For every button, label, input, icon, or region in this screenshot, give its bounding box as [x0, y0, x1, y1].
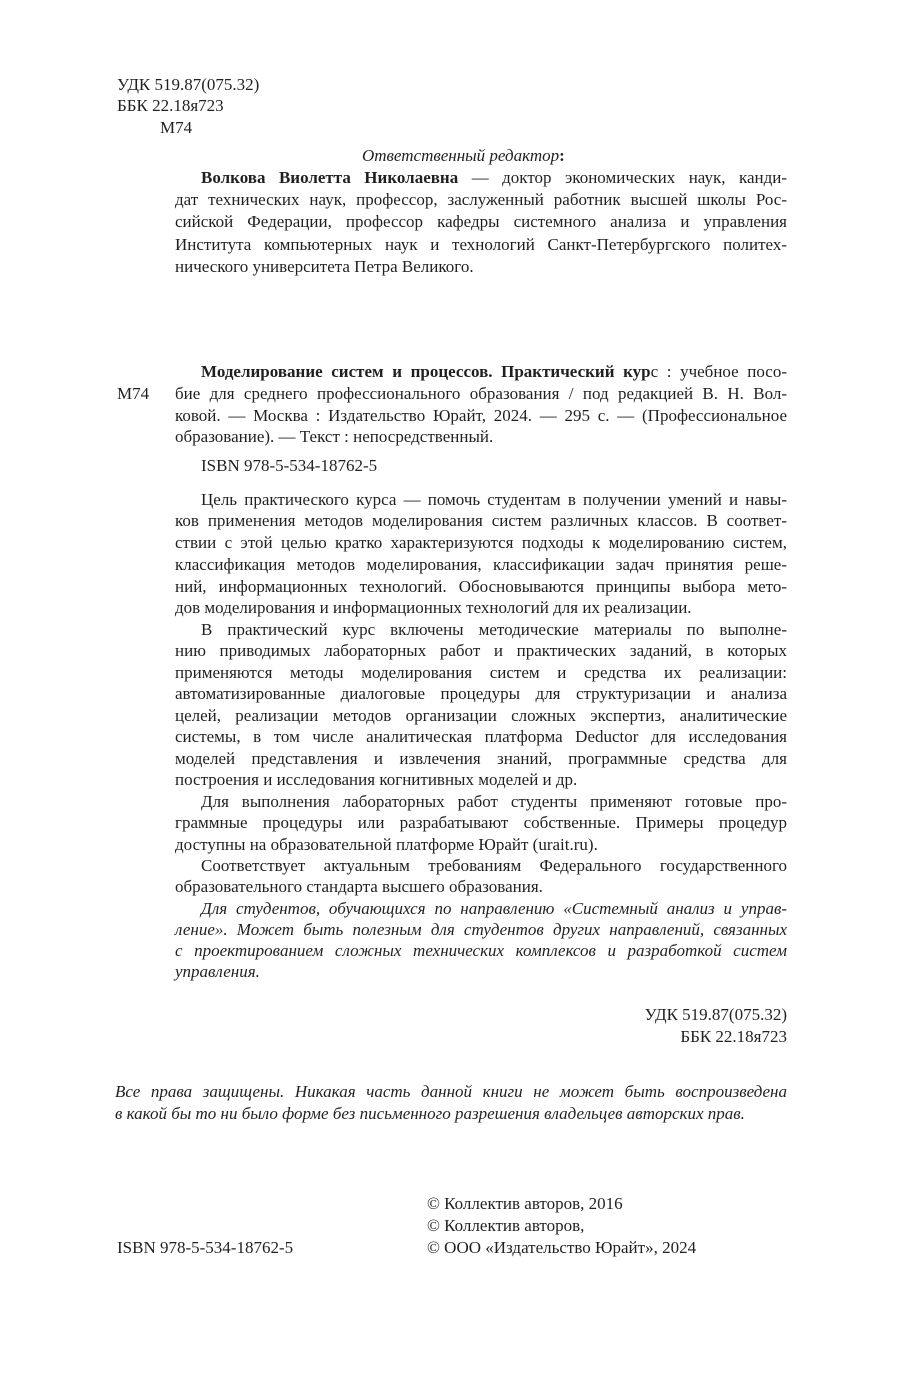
editor-line: дат технических наук, профессор, заслуженный работник высшей школы Рос- [175, 190, 787, 209]
citation-line: образование). — Текст : непосредственный. [175, 427, 494, 446]
copyright-line: © Коллектив авторов, [427, 1216, 585, 1235]
editor-title-text: Ответственный редактор [362, 146, 560, 165]
abstract-line: дов моделирования и информационных технологий для их реализации. [175, 598, 692, 617]
abstract-line: граммные процедуры или разрабатывают собственные. Примеры процедур [175, 813, 787, 832]
author-mark: М74 [160, 118, 193, 137]
abstract-line: ков применения методов моделирования систем различных классов. В соответ- [175, 511, 787, 530]
abstract-line: целей, реализации методов организации сложных экспертиз, аналитические [175, 706, 787, 725]
abstract-line: классификация методов моделирования, классификации задач принятия реше- [175, 555, 787, 574]
abstract-line: Для выполнения лабораторных работ студенты применяют готовые про- [201, 792, 787, 811]
abstract-line: ление». Может быть полезным для студентов других направлений, связанных [175, 920, 787, 939]
abstract-line: автоматизированные диалоговые процедуры для структуризации и анализа [175, 684, 787, 703]
copyright-line: © Коллектив авторов, 2016 [427, 1194, 623, 1213]
citation-line [201, 362, 787, 382]
citation-line: бие для среднего профессионального образования / под редакцией В. Н. Вол- [175, 384, 787, 403]
abstract-line: ствии с этой целью кратко характеризуются подходы к моделированию систем, [175, 533, 787, 552]
copyright-line: © ООО «Издательство Юрайт», 2024 [427, 1238, 697, 1257]
editor-line [201, 168, 787, 188]
abstract-line: с проектированием сложных технических комплексов и разработкой систем [175, 941, 787, 960]
citation-author-mark: М74 [117, 384, 150, 403]
editor-colon: : [559, 146, 565, 165]
abstract-line: ний, информационных технологий. Обосновываются принципы выбора мето- [175, 577, 787, 596]
abstract-line: моделей представления и извлечения знаний, программные средства для [175, 749, 787, 768]
abstract-line: В практический курс включены методические материалы по выполне- [201, 620, 787, 639]
abstract-line: применяются методы моделирования систем и средства их реализации: [175, 663, 787, 682]
abstract-line: построения и исследования когнитивных моделей и др. [175, 770, 578, 789]
udk-classification: УДК 519.87(075.32) [644, 1005, 787, 1024]
editor-title [362, 146, 565, 166]
bbk-header: ББК 22.18я723 [117, 96, 224, 115]
rights-notice: Все права защищены. Никакая часть данной книги не может быть воспроизведена [115, 1082, 787, 1101]
bbk-classification: ББК 22.18я723 [680, 1027, 787, 1046]
abstract-line: управления. [175, 962, 260, 981]
abstract-line: Для студентов, обучающихся по направлению «Системный анализ и управ- [201, 899, 787, 918]
udk-header: УДК 519.87(075.32) [117, 75, 260, 94]
abstract-line: доступны на образовательной платформе Юрайт (urait.ru). [175, 835, 598, 854]
footer-isbn: ISBN 978-5-534-18762-5 [117, 1238, 294, 1257]
abstract-line: Цель практического курса — помочь студентам в получении умений и навы- [201, 490, 787, 509]
citation-line: ковой. — Москва : Издательство Юрайт, 2024. — 295 с. — (Профессиональное [175, 406, 787, 425]
book-title: Моделирование систем и процессов. Практический кур [201, 362, 651, 381]
abstract-line: образовательного стандарта высшего образования. [175, 877, 543, 896]
abstract-line: системы, в том числе аналитическая платформа Deductor для исследования [175, 727, 787, 746]
editor-line: Института компьютерных наук и технологий Санкт-Петербургского политех- [175, 235, 787, 254]
isbn: ISBN 978-5-534-18762-5 [201, 456, 378, 475]
editor-text: — доктор экономических наук, канди- [458, 168, 787, 187]
editor-line: сийской Федерации, профессор кафедры системного анализа и управления [175, 212, 787, 231]
citation-text: с : учебное посо- [650, 362, 787, 381]
rights-notice: в какой бы то ни было форме без письменного разрешения владельцев авторских прав. [115, 1104, 745, 1123]
editor-name: Волкова Виолетта Николаевна [201, 168, 459, 187]
abstract-line: Соответствует актуальным требованиям Федерального государственного [201, 856, 787, 875]
abstract-line: нию приводимых лабораторных работ и практических заданий, в которых [175, 641, 787, 660]
editor-line: нического университета Петра Великого. [175, 257, 474, 276]
